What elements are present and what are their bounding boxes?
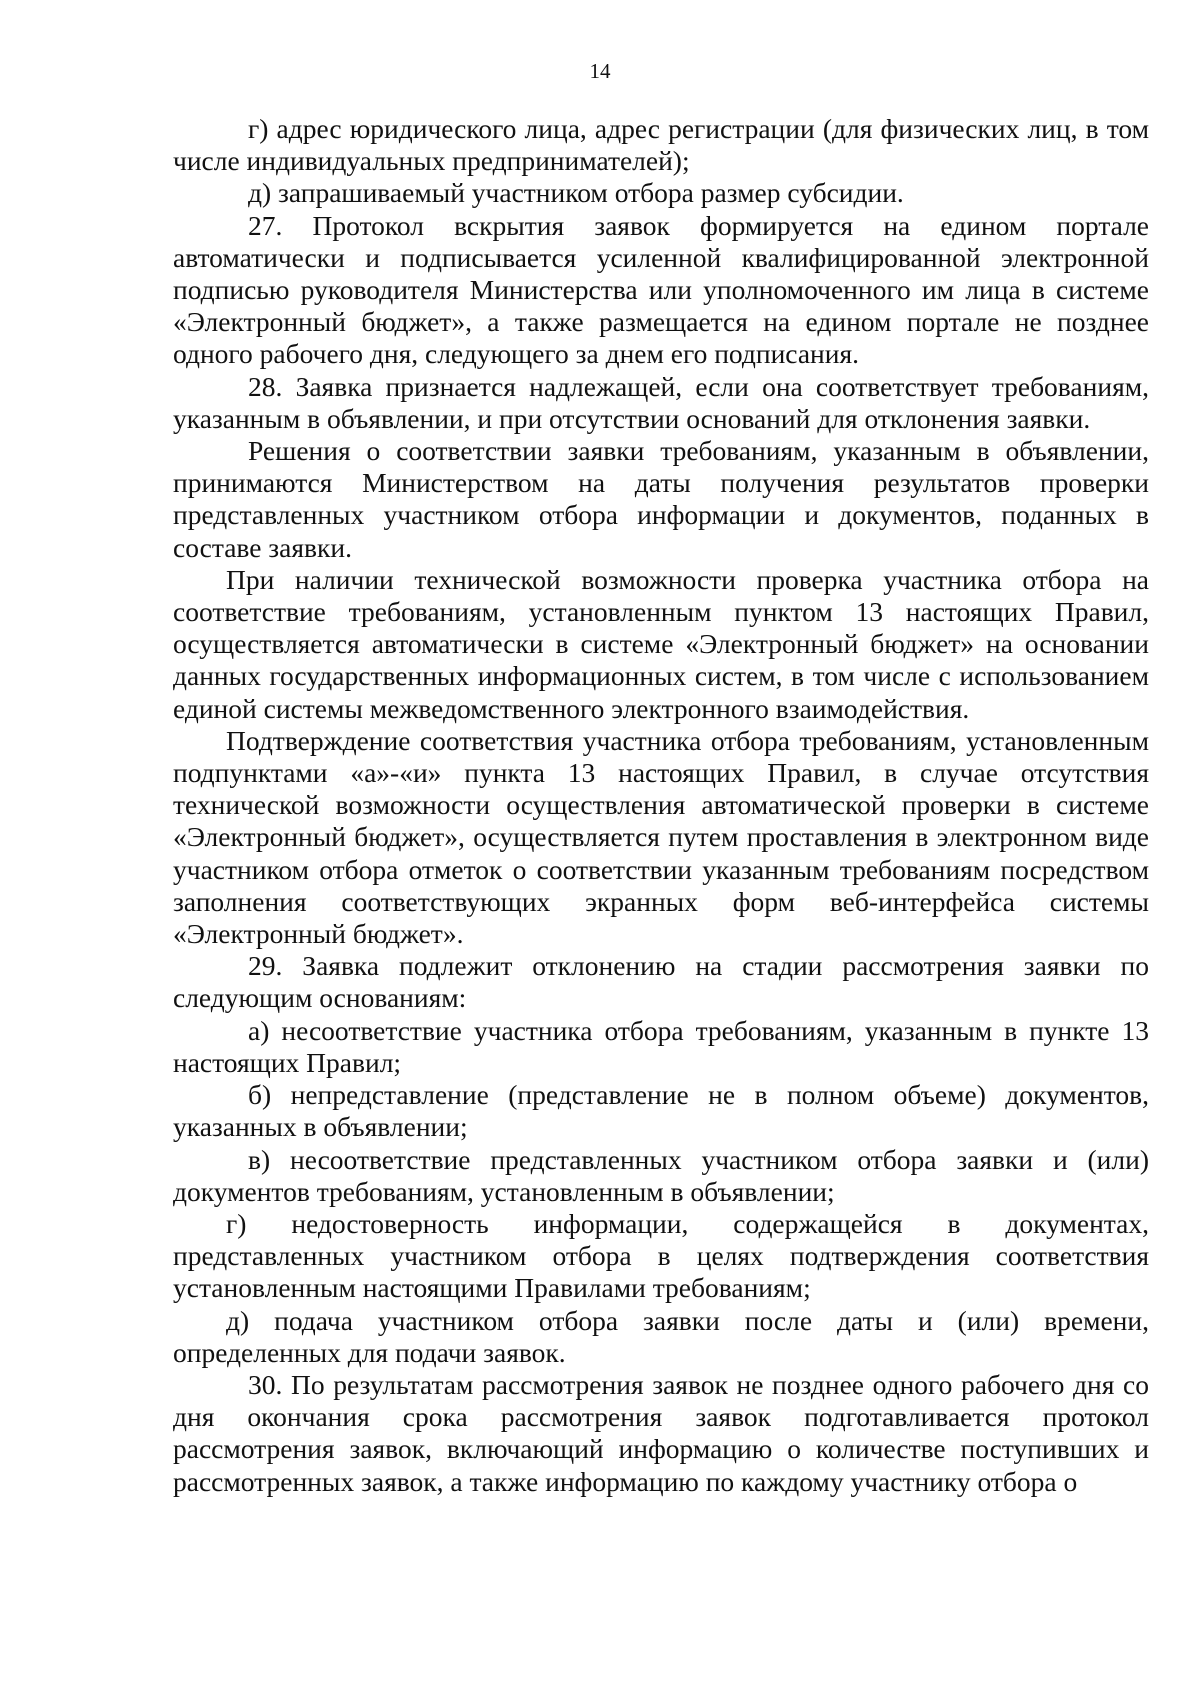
paragraph-27-opening-protocol: 27. Протокол вскрытия заявок формируется на едином портале автоматически и подписывается усиленной квалифицированной электронной подписью руководителя Министерства или уполномоченного им лица в системе «Электронный бюджет», а также размещается на едином портале не позднее одного рабочего дня, следующего за днем его подписания. xyxy=(173,209,1149,370)
paragraph-30-review-protocol: 30. По результатам рассмотрения заявок не позднее одного рабочего дня со дня окончания срока рассмотрения заявок подготавливается протокол рассмотрения заявок, включающий информацию о количестве поступивших и рассмотренных заявок, а также информацию по каждому участнику отбора о xyxy=(173,1368,1149,1497)
paragraph-28-technical-check: При наличии технической возможности проверка участника отбора на соответствие требованиям, установленным пунктом 13 настоящих Правил, осуществляется автоматически в системе «Электронный бюджет» на основании данных государственных информационных систем, в том числе с использованием единой системы межведомственного электронного взаимодействия. xyxy=(173,563,1149,724)
paragraph-29-b: б) непредставление (представление не в полном объеме) документов, указанных в объявлении; xyxy=(173,1079,1149,1143)
paragraph-29-rejection-grounds: 29. Заявка подлежит отклонению на стадии рассмотрения заявки по следующим основаниям: xyxy=(173,950,1149,1014)
paragraph-29-a: а) несоответствие участника отбора требованиям, указанным в пункте 13 настоящих Правил; xyxy=(173,1014,1149,1078)
page-number: 14 xyxy=(589,59,611,83)
paragraph-29-g: г) недостоверность информации, содержащейся в документах, представленных участником отбора в целях подтверждения соответствия установленным настоящими Правилами требованиям; xyxy=(173,1207,1149,1304)
paragraph-29-v: в) несоответствие представленных участником отбора заявки и (или) документов требованиям, установленным в объявлении; xyxy=(173,1143,1149,1207)
paragraph-28-application-proper: 28. Заявка признается надлежащей, если она соответствует требованиям, указанным в объявлении, и при отсутствии оснований для отклонения заявки. xyxy=(173,370,1149,434)
paragraph-28-confirmation: Подтверждение соответствия участника отбора требованиям, установленным подпунктами «а»-«и» пункта 13 настоящих Правил, в случае отсутствия технической возможности осуществления автоматической проверки в системе «Электронный бюджет», осуществляется путем проставления в электронном виде участником отбора отметок о соответствии указанным требованиям посредством заполнения соответствующих экранных форм веб-интерфейса системы «Электронный бюджет». xyxy=(173,724,1149,950)
paragraph-g-legal-address: г) адрес юридического лица, адрес регистрации (для физических лиц, в том числе индивидуальных предпринимателей); xyxy=(173,113,1149,177)
paragraph-29-d: д) подача участником отбора заявки после даты и (или) времени, определенных для подачи заявок. xyxy=(173,1304,1149,1368)
document-body xyxy=(173,113,1149,1498)
paragraph-d-subsidy-amount: д) запрашиваемый участником отбора размер субсидии. xyxy=(248,177,904,209)
paragraph-28-decisions: Решения о соответствии заявки требованиям, указанным в объявлении, принимаются Министерством на даты получения результатов проверки представленных участником отбора информации и документов, поданных в составе заявки. xyxy=(173,435,1149,563)
